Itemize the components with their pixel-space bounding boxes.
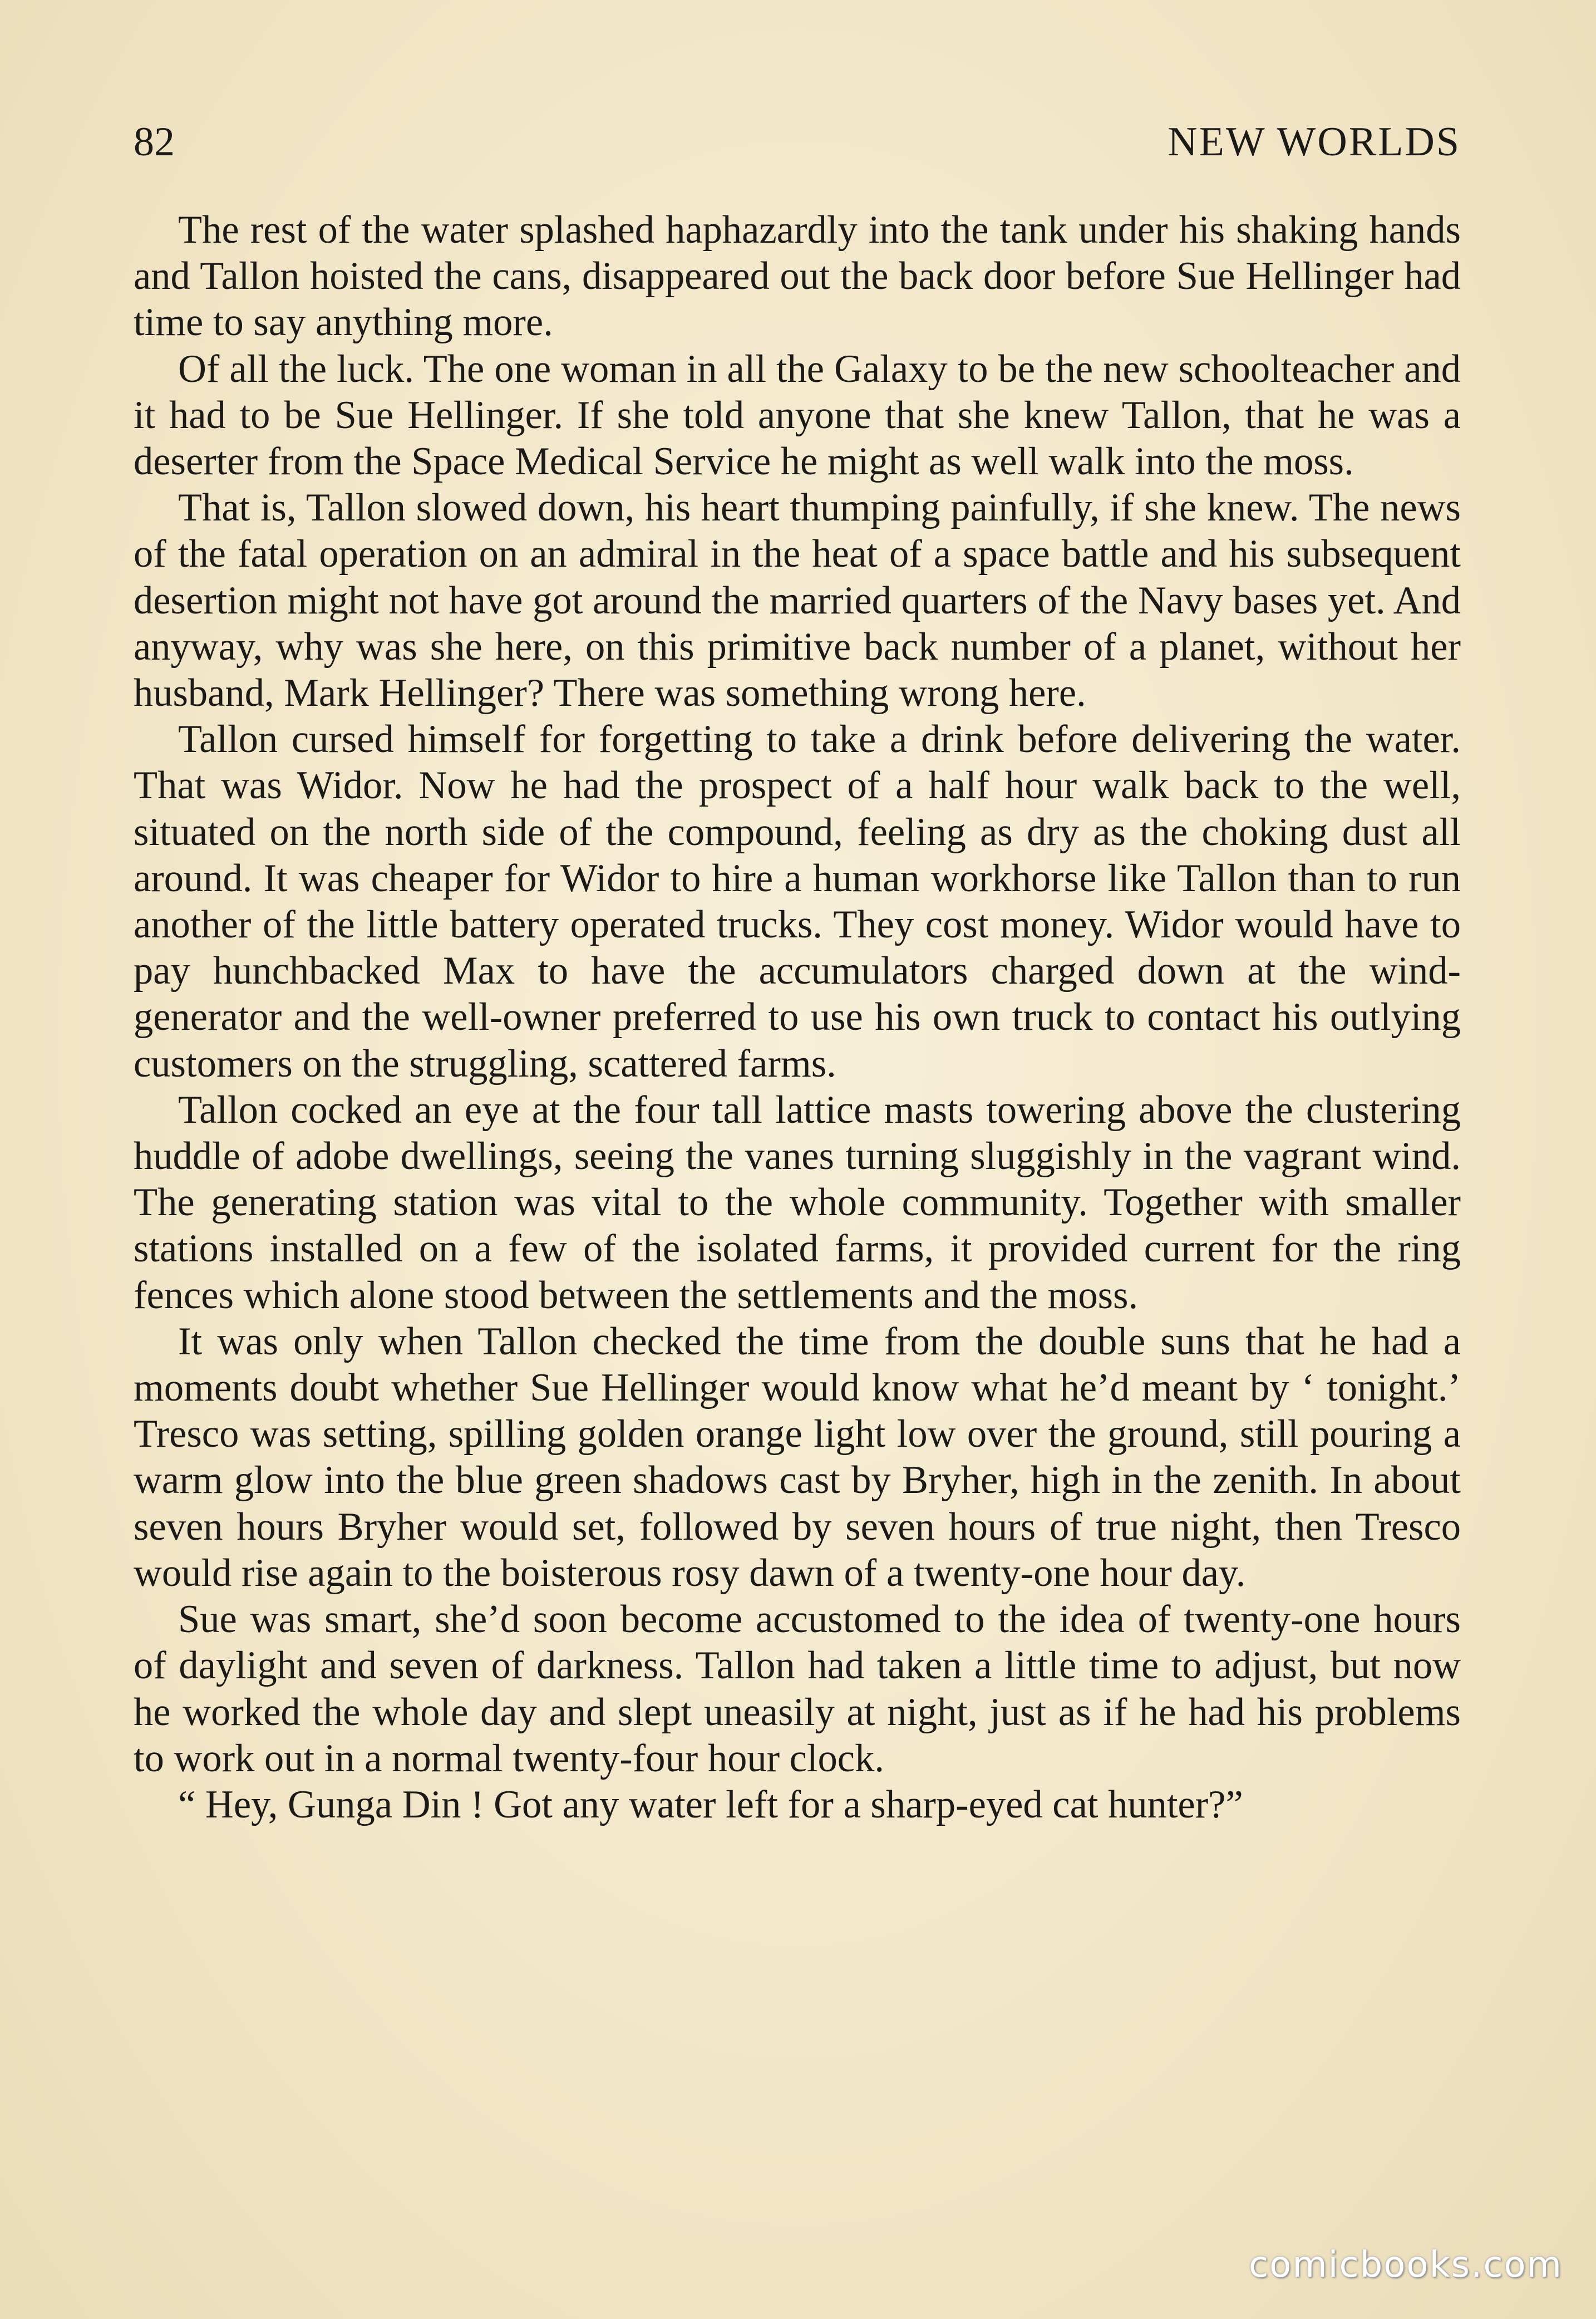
paragraph: Sue was smart, she’d soon become accustomed to the idea of twenty-one hours of daylight and seven of darkness. Tallon had taken a little time to adjust, but now he worked the whole day and slept uneasily at night, just as if he had his problems to work out in a normal twenty-four hour clock. <box>134 1598 1461 1780</box>
paragraph: Of all the luck. The one woman in all the Galaxy to be the new schoolteacher and it had to be Sue Hellinger. If she told anyone that she knew Tallon, that he was a deserter from the Space Medical Service he might as well walk into the moss. <box>134 347 1461 484</box>
body-text <box>134 207 1461 1828</box>
running-title: NEW WORLDS <box>1168 119 1461 165</box>
paragraph: Tallon cocked an eye at the four tall lattice masts towering above the clustering huddle of adobe dwellings, seeing the vanes turning sluggishly in the vagrant wind. The generating station was vital to the whole community. Together with smaller stations installed on a few of the isolated farms, it provided current for the ring fences which alone stood between the settlements and the moss. <box>134 1088 1461 1317</box>
paragraph: The rest of the water splashed haphazardly into the tank under his shaking hands and Tallon hoisted the cans, disappeared out the back door before Sue Hellinger had time to say anything more. <box>134 208 1461 345</box>
page-number: 82 <box>134 119 175 165</box>
paragraph: Tallon cursed himself for forgetting to take a drink before delivering the water. That was Widor. Now he had the prospect of a half hour walk back to the well, situated on the north side of the compound, feeling as dry as the choking dust all around. It was cheaper for Widor to hire a human workhorse like Tallon than to run another of the little battery operated trucks. They cost money. Widor would have to pay hunchbacked Max to have the accumulators charged down at the wind-generator and the well-owner preferred to use his own truck to contact his outlying customers on the struggling, scattered farms. <box>134 718 1461 1085</box>
paragraph: It was only when Tallon checked the time from the double suns that he had a moments doubt whether Sue Hellinger would know what he’d meant by ‘ tonight.’ Tresco was setting, spilling golden orange light low over the ground, still pouring a warm glow into the blue green shadows cast by Bryher, high in the zenith. In about seven hours Bryher would set, followed by seven hours of true night, then Tresco would rise again to the boisterous rosy dawn of a twenty-one hour day. <box>134 1319 1461 1595</box>
paragraph: That is, Tallon slowed down, his heart thumping painfully, if she knew. The news of the fatal operation on an admiral in the heat of a space battle and his subsequent desertion might not have got around the married quarters of the Navy bases yet. And anyway, why was she here, on this primitive back number of a planet, without her husband, Mark Hellinger? There was something wrong here. <box>134 486 1461 715</box>
page-header <box>134 114 1461 170</box>
paragraph: “ Hey, Gunga Din ! Got any water left for a sharp-eyed cat hunter?” <box>178 1782 1243 1826</box>
watermark: comicbooks.com <box>1248 2244 1563 2286</box>
